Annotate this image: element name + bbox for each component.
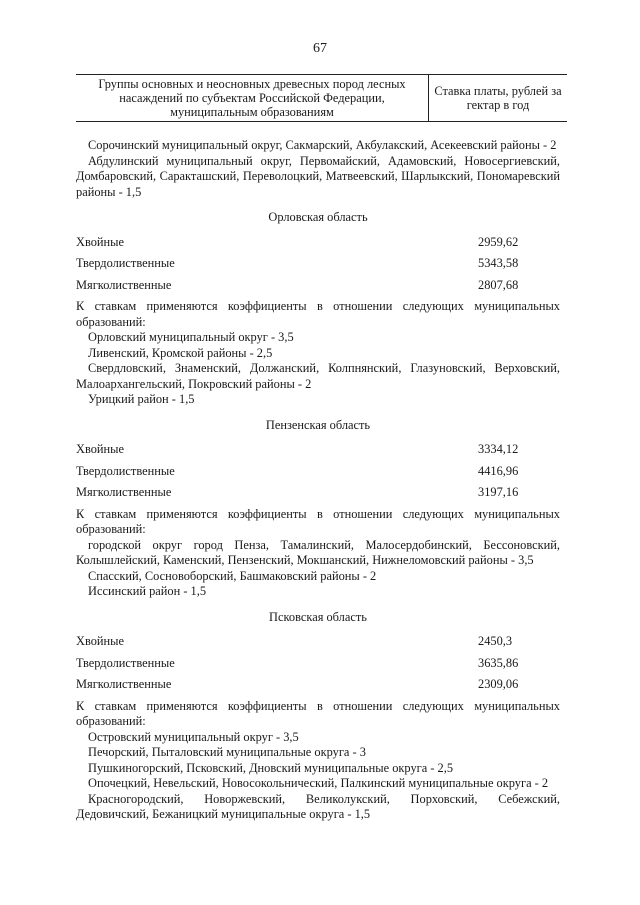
coefficient-note: К ставкам применяются коэффициенты в отношении следующих муниципальных образований: bbox=[76, 299, 560, 329]
rate-row bbox=[76, 677, 560, 693]
coefficient-item: Печорский, Пыталовский муниципальные округа - 3 bbox=[88, 745, 366, 759]
rate-row bbox=[76, 256, 560, 272]
coefficient-item: Спасский, Сосновоборский, Башмаковский районы - 2 bbox=[88, 568, 377, 583]
rate-name: Хвойные bbox=[76, 634, 124, 648]
rate-row bbox=[76, 235, 560, 251]
coefficient-item: Островский муниципальный округ - 3,5 bbox=[88, 729, 299, 744]
coefficient-item: городской округ город Пенза, Тамалинский, Малосердобинский, Бессоновский, Колышлейский, Каменский, Пензенский, Мокшанский, Нижнеломовский районы - 3,5 bbox=[76, 537, 560, 567]
rate-row bbox=[76, 464, 560, 480]
coefficient-note: К ставкам применяются коэффициенты в отношении следующих муниципальных образований: bbox=[76, 698, 560, 728]
rate-value: 2450,3 bbox=[478, 634, 513, 648]
rate-name: Мягколиственные bbox=[76, 277, 172, 292]
rate-value: 3334,12 bbox=[478, 442, 519, 456]
coefficient-item: Иссинский район - 1,5 bbox=[88, 584, 207, 598]
rate-name: Мягколиственные bbox=[76, 485, 172, 499]
rate-value: 3197,16 bbox=[478, 485, 519, 499]
rate-row bbox=[76, 442, 560, 458]
coefficient-item: Ливенский, Кромской районы - 2,5 bbox=[88, 345, 273, 360]
coefficient-item: Опочецкий, Невельский, Новосокольнический, Палкинский муниципальные округа - 2 bbox=[88, 776, 549, 790]
coefficient-item: Пушкиногорский, Псковский, Дновский муниципальные округа - 2,5 bbox=[88, 760, 454, 775]
coefficient-item: Орловский муниципальный округ - 3,5 bbox=[88, 330, 294, 344]
rate-name: Хвойные bbox=[76, 442, 124, 456]
rate-row bbox=[76, 634, 560, 650]
header-rate: Ставка платы, рублей за гектар в год bbox=[434, 84, 562, 112]
rate-name: Твердолиственные bbox=[76, 256, 175, 270]
region-section bbox=[76, 610, 560, 823]
rate-value: 3635,86 bbox=[478, 655, 519, 670]
rate-value: 4416,96 bbox=[478, 463, 519, 478]
rate-name: Мягколиственные bbox=[76, 677, 172, 691]
rate-row bbox=[76, 656, 560, 672]
document-body bbox=[76, 138, 560, 823]
region-section bbox=[76, 210, 560, 408]
rate-value: 2309,06 bbox=[478, 677, 519, 691]
intro-paragraph: Сорочинский муниципальный округ, Сакмарский, Акбулакский, Асекеевский районы - 2 bbox=[88, 138, 557, 152]
region-title: Пензенская область bbox=[265, 417, 371, 432]
rate-value: 5343,58 bbox=[478, 256, 519, 270]
rate-name: Твердолиственные bbox=[76, 463, 175, 478]
region-title: Орловская область bbox=[268, 210, 368, 224]
region-section bbox=[76, 418, 560, 600]
coefficient-note: К ставкам применяются коэффициенты в отношении следующих муниципальных образований: bbox=[76, 506, 560, 536]
rate-name: Твердолиственные bbox=[76, 655, 175, 670]
region-title: Псковская область bbox=[269, 609, 367, 624]
page-number: 67 bbox=[313, 41, 327, 56]
rate-row bbox=[76, 485, 560, 501]
rate-name: Хвойные bbox=[76, 234, 124, 249]
intro-paragraph: Абдулинский муниципальный округ, Первомайский, Адамовский, Новосергиевский, Домбаровский, Саракташский, Переволоцкий, Матвеевский, Шарлыкский, Пономаревский районы - 1,5 bbox=[76, 153, 560, 199]
coefficient-item: Свердловский, Знаменский, Должанский, Колпнянский, Глазуновский, Верховский, Малоархангельский, Покровский районы - 2 bbox=[76, 361, 560, 391]
coefficient-item: Красногородский, Новоржевский, Великолукский, Порховский, Себежский, Дедовичский, Бежаницкий муниципальные округа - 1,5 bbox=[76, 791, 560, 821]
rate-value: 2959,62 bbox=[478, 234, 519, 249]
rate-row bbox=[76, 278, 560, 294]
coefficient-item: Урицкий район - 1,5 bbox=[88, 392, 195, 406]
header-species-groups: Группы основных и неосновных древесных пород лесных насаждений по субъектам Российской Федерации, муниципальным образованиям bbox=[76, 75, 429, 121]
rate-value: 2807,68 bbox=[478, 277, 519, 292]
table-header bbox=[76, 74, 567, 122]
